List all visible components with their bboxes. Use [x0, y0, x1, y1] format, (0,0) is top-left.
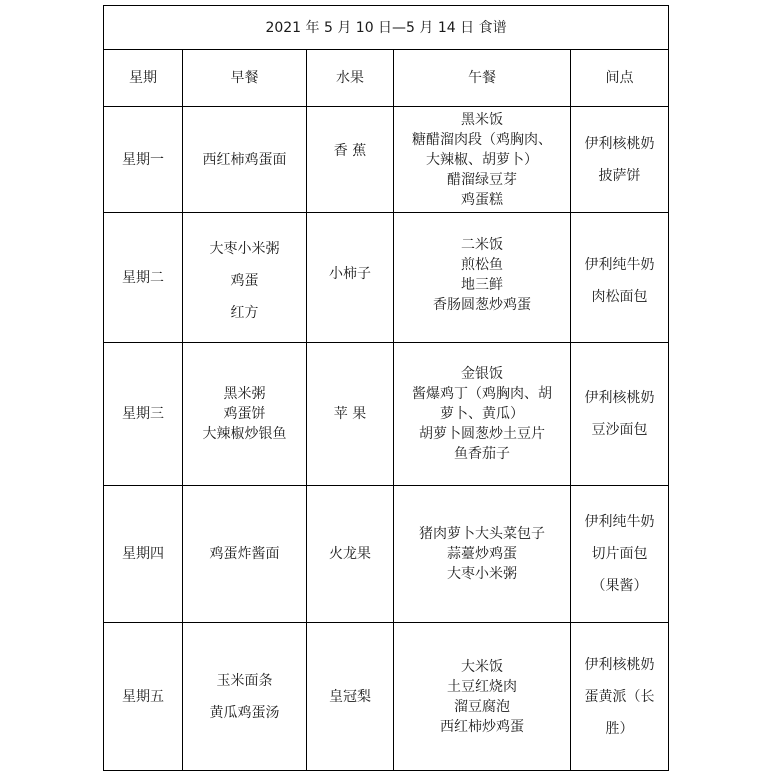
breakfast-item: 西红柿鸡蛋面: [202, 151, 287, 168]
fruit-cell: 小柿子: [307, 213, 394, 343]
day-cell: 星期四: [104, 486, 183, 623]
snack-item: 肉松面包: [591, 289, 648, 305]
day-cell: 星期五: [104, 623, 183, 771]
header-breakfast: 早餐: [183, 50, 307, 107]
breakfast-item: 大枣小米粥: [209, 241, 280, 257]
snack-item: 伊利纯牛奶: [584, 514, 655, 530]
snack-item: 蛋黄派（长: [584, 688, 655, 705]
breakfast-item: 红方: [230, 305, 259, 321]
fruit-cell: 苹 果: [307, 343, 394, 486]
menu-document: [103, 5, 668, 771]
day-cell: 星期二: [104, 213, 183, 343]
header-day: 星期: [104, 50, 183, 107]
menu-title: 2021 年 5 月 10 日—5 月 14 日 食谱: [104, 6, 669, 50]
lunch-item: 黑米饭: [461, 111, 503, 128]
lunch-item: 二米饭: [461, 237, 503, 253]
lunch-item: 香肠圆葱炒鸡蛋: [433, 297, 531, 313]
table-row: [104, 343, 669, 486]
weekly-menu-table: [103, 5, 669, 771]
lunch-item: 醋溜绿豆芽: [447, 171, 517, 188]
header-row: [104, 50, 669, 107]
breakfast-item: 鸡蛋炸酱面: [209, 546, 280, 562]
breakfast-item: 黑米粥: [223, 386, 266, 402]
snack-item: 切片面包: [591, 546, 648, 562]
breakfast-cell: [183, 343, 307, 486]
lunch-item: 大米饭: [461, 658, 503, 675]
lunch-item: 大辣椒、胡萝卜）: [426, 151, 538, 168]
lunch-cell: [394, 486, 571, 623]
lunch-item: 酱爆鸡丁（鸡胸肉、胡: [412, 386, 552, 402]
lunch-cell: [394, 623, 571, 771]
snack-cell: [571, 486, 669, 623]
breakfast-cell: [183, 107, 307, 213]
header-snack: 间点: [571, 50, 669, 107]
lunch-item: 溜豆腐泡: [454, 698, 510, 715]
table-row: [104, 486, 669, 623]
snack-item: 披萨饼: [598, 167, 641, 184]
lunch-cell: [394, 343, 571, 486]
lunch-item: 煎松鱼: [461, 257, 503, 273]
header-lunch: 午餐: [394, 50, 571, 107]
snack-item: 伊利核桃奶: [584, 390, 655, 406]
breakfast-cell: [183, 213, 307, 343]
day-cell: 星期一: [104, 107, 183, 213]
breakfast-item: 鸡蛋: [230, 273, 259, 289]
lunch-item: 土豆红烧肉: [447, 678, 517, 695]
snack-item: 伊利纯牛奶: [584, 257, 655, 273]
day-cell: 星期三: [104, 343, 183, 486]
fruit-cell: 皇冠梨: [307, 623, 394, 771]
snack-item: 胜）: [605, 720, 634, 737]
lunch-item: 鸡蛋糕: [461, 191, 503, 208]
table-row: [104, 213, 669, 343]
snack-item: 伊利核桃奶: [584, 656, 655, 673]
lunch-cell: [394, 213, 571, 343]
fruit-cell: 香 蕉: [307, 107, 394, 213]
breakfast-item: 大辣椒炒银鱼: [202, 426, 287, 442]
snack-item: 豆沙面包: [591, 422, 648, 438]
lunch-item: 猪肉萝卜大头菜包子: [419, 526, 545, 542]
lunch-item: 地三鲜: [461, 277, 503, 293]
lunch-item: 西红柿炒鸡蛋: [440, 718, 524, 735]
snack-item: （果酱）: [591, 578, 648, 594]
lunch-item: 糖醋溜肉段（鸡胸肉、: [412, 131, 552, 148]
header-fruit: 水果: [307, 50, 394, 107]
snack-cell: [571, 213, 669, 343]
breakfast-item: 玉米面条: [216, 672, 273, 689]
lunch-cell: [394, 107, 571, 213]
snack-cell: [571, 343, 669, 486]
table-row: [104, 107, 669, 213]
table-row: [104, 623, 669, 771]
fruit-cell: 火龙果: [307, 486, 394, 623]
title-row: [104, 6, 669, 50]
lunch-item: 鱼香茄子: [454, 446, 510, 462]
breakfast-cell: [183, 486, 307, 623]
lunch-item: 萝卜、黄瓜）: [440, 406, 524, 422]
snack-cell: [571, 107, 669, 213]
lunch-item: 金银饭: [461, 366, 503, 382]
snack-item: 伊利核桃奶: [584, 135, 655, 152]
breakfast-cell: [183, 623, 307, 771]
snack-cell: [571, 623, 669, 771]
breakfast-item: 黄瓜鸡蛋汤: [209, 704, 280, 721]
lunch-item: 胡萝卜圆葱炒土豆片: [419, 426, 545, 442]
breakfast-item: 鸡蛋饼: [223, 406, 266, 422]
lunch-item: 大枣小米粥: [447, 566, 517, 582]
lunch-item: 蒜薹炒鸡蛋: [447, 546, 517, 562]
